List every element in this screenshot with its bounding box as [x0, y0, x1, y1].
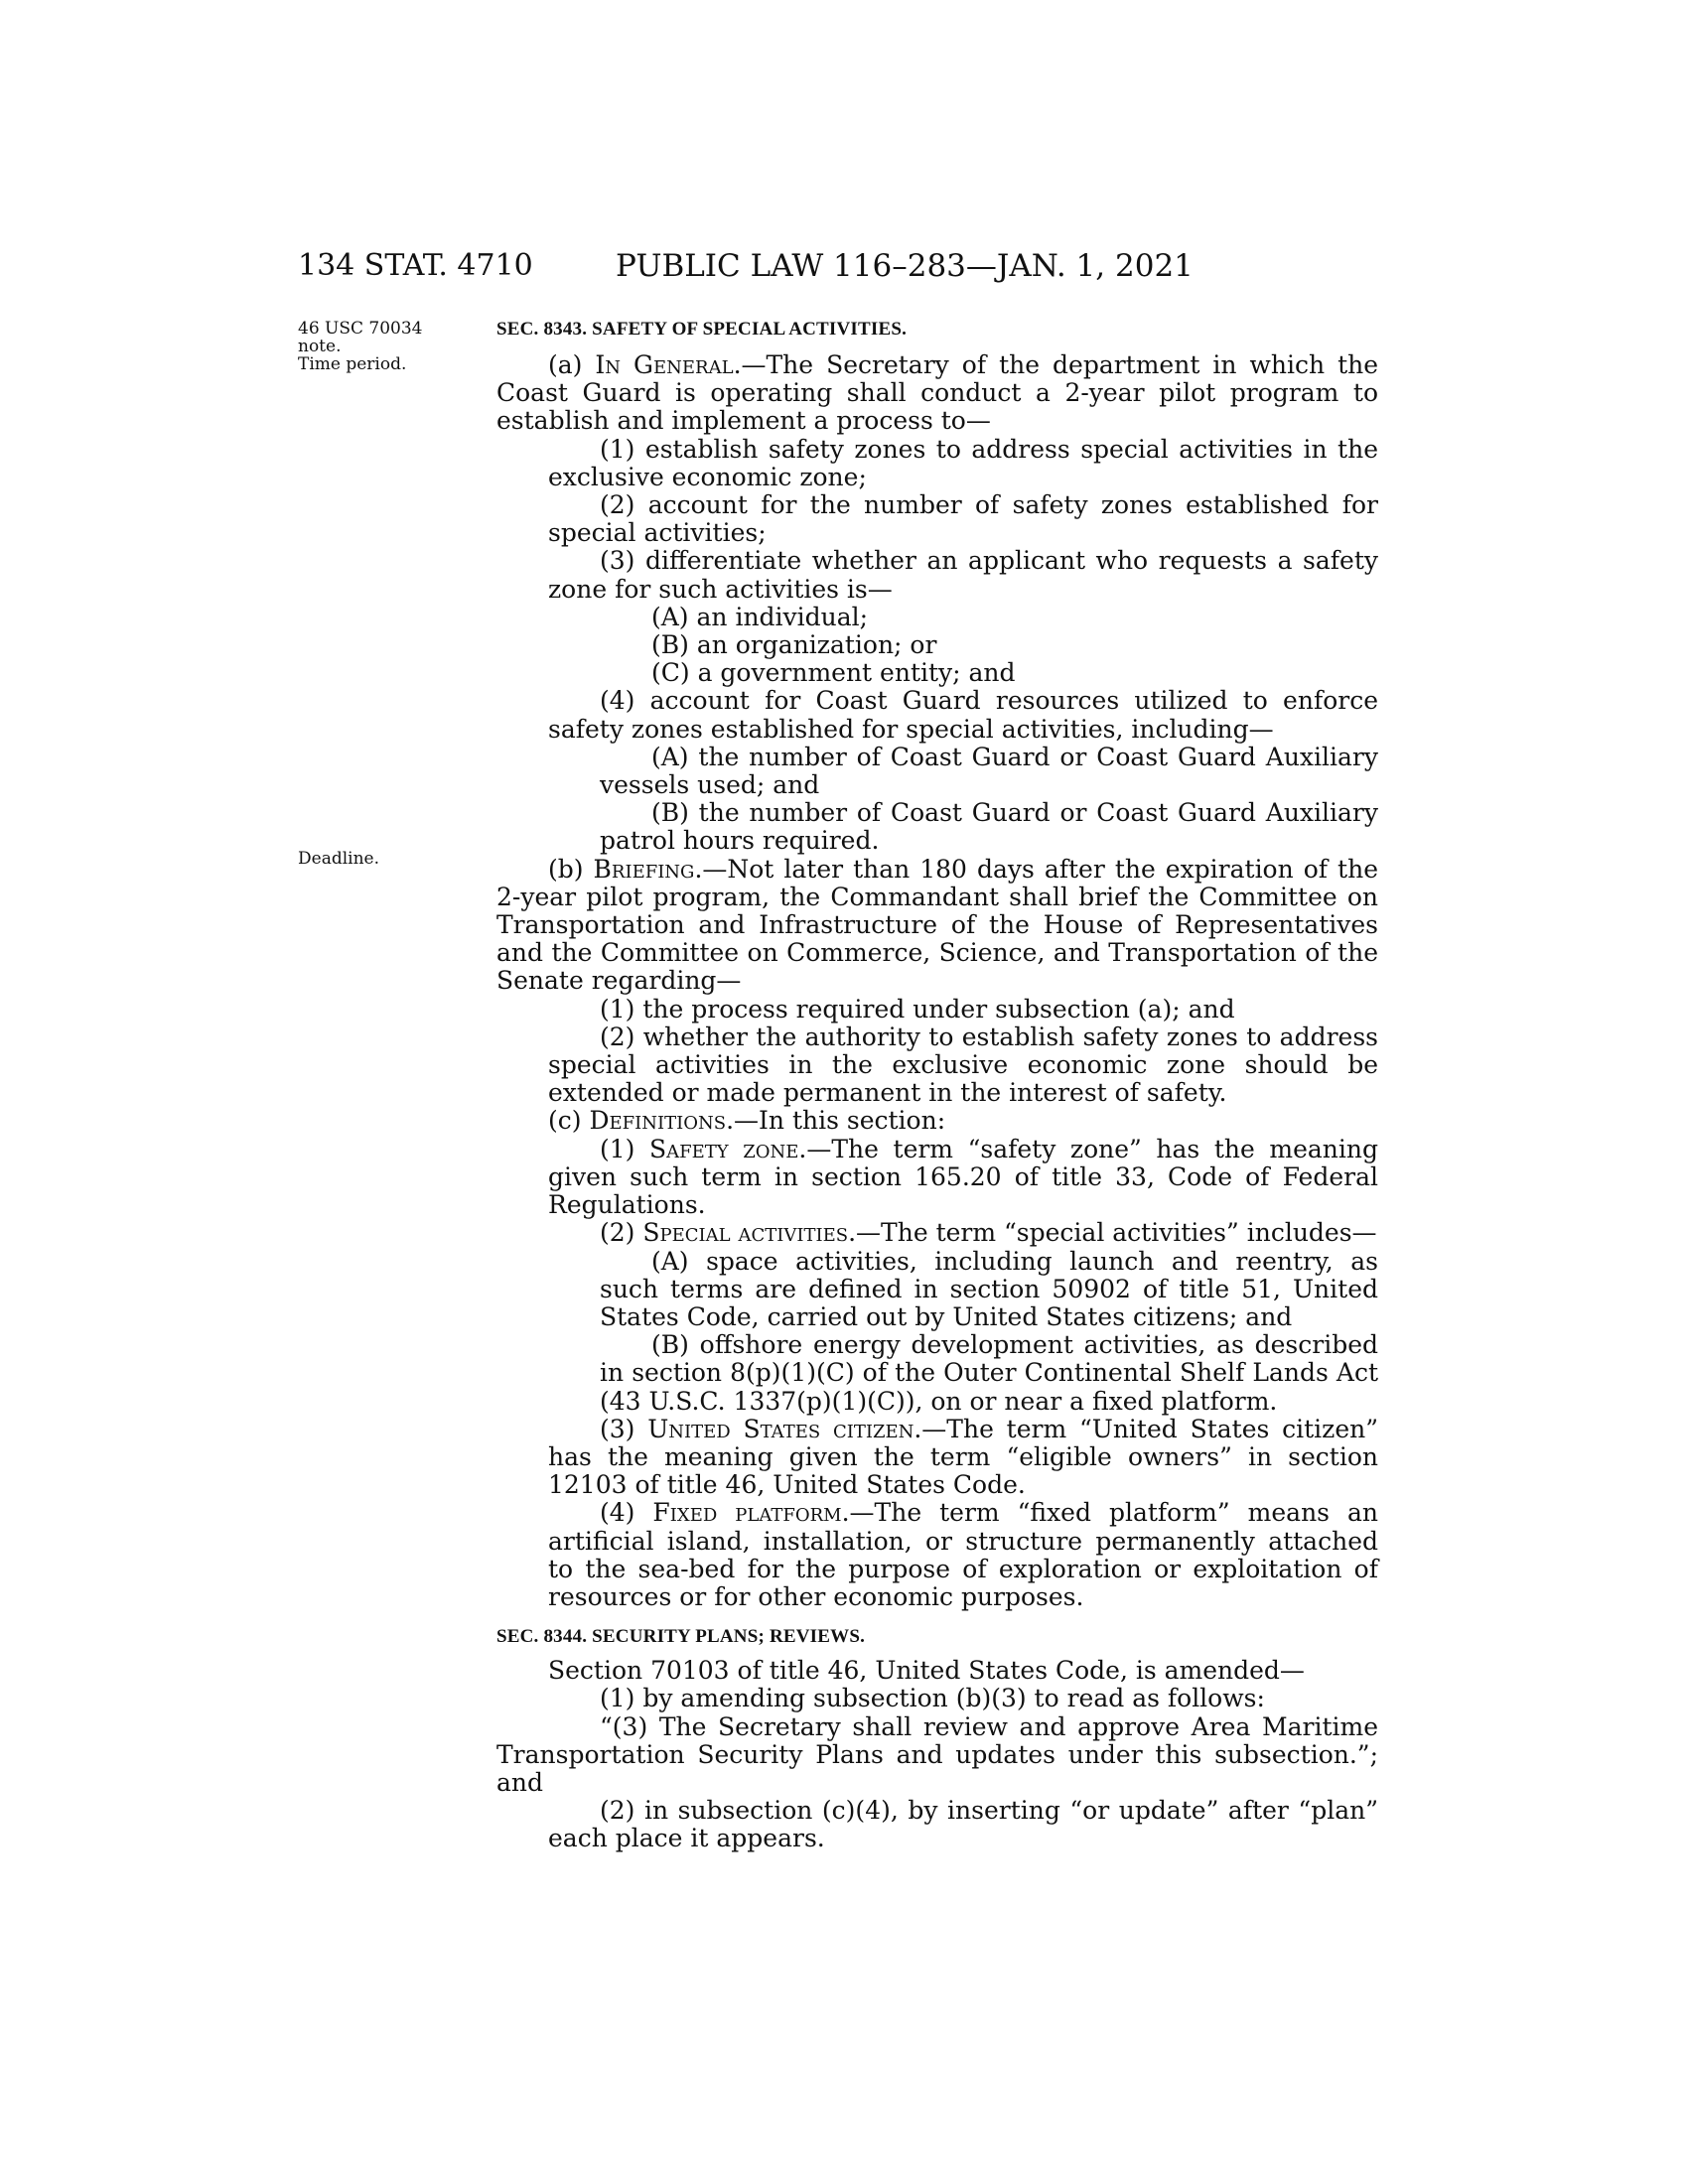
section-8344-paragraph-2: (2) in subsection (c)(4), by inserting “or update” after “plan” each place it appears.	[548, 1796, 1378, 1853]
paragraph-a4: (4) account for Coast Guard resources utilized to enforce safety zones established for special activities, including—	[548, 686, 1378, 744]
definition-4-label: (4)	[600, 1498, 653, 1528]
margin-note-note: note.	[298, 337, 342, 356]
subparagraph-a4B: (B) the number of Coast Guard or Coast Guard Auxiliary patrol hours required.	[600, 798, 1378, 856]
definition-3-heading: United States citizen	[647, 1414, 914, 1443]
subparagraph-a4A: (A) the number of Coast Guard or Coast Guard Auxiliary vessels used; and	[600, 742, 1378, 800]
subparagraph-a3B: (B) an organization; or	[651, 630, 937, 660]
subsection-c-text: .—In this section:	[726, 1106, 946, 1136]
section-8344-intro: Section 70103 of title 46, United States Code, is amended—	[548, 1656, 1305, 1686]
section-8344-heading: SEC. 8344. SECURITY PLANS; REVIEWS.	[496, 1626, 866, 1648]
paragraph-a3: (3) differentiate whether an applicant who requests a safety zone for such activities is—	[548, 546, 1378, 604]
definition-1-text: .—The term “safety zone” has the meaning given such term in section 165.20 of title 33, Code of Federal Regulations.	[548, 1134, 1378, 1220]
page-reference: 134 STAT. 4710	[298, 248, 533, 283]
subsection-a	[496, 351, 1378, 436]
definition-fixed-platform	[496, 1499, 1378, 1611]
document-body	[496, 318, 1378, 1853]
subsection-b	[496, 856, 1378, 996]
subsection-b-text: .—Not later than 180 days after the expiration of the 2-year pilot program, the Commandant shall brief the Committee on Transportation and Infrastructure of the House of Representatives and the Committee on Commerce, Science, and Transportation of the Senate regarding—	[496, 854, 1378, 996]
definition-2B: (B) offshore energy development activities, as described in section 8(p)(1)(C) of the Outer Continental Shelf Lands Act (43 U.S.C. 1337(p)(1)(C)), on or near a fixed platform.	[600, 1330, 1378, 1416]
subsection-b-heading: Briefing	[593, 854, 695, 884]
subsection-c	[496, 1107, 1378, 1135]
subsection-a-text: .—The Secretary of the department in which the Coast Guard is operating shall conduct a 2-year pilot program to establish and implement a process to—	[496, 350, 1379, 436]
subsection-a-heading: In General	[595, 350, 734, 379]
paragraph-b1: (1) the process required under subsection (a); and	[600, 994, 1235, 1024]
definition-4-text: .—The term “fixed platform” means an artificial island, installation, or structure permanently attached to the sea-bed for the purpose of exploration or exploitation of resources or for other economic purposes.	[548, 1498, 1379, 1611]
section-8343-heading: SEC. 8343. SAFETY OF SPECIAL ACTIVITIES.	[496, 319, 908, 340]
margin-note-deadline: Deadline.	[298, 849, 379, 869]
subparagraph-a3C: (C) a government entity; and	[651, 658, 1016, 688]
section-8344-quote: “(3) The Secretary shall review and approve Area Maritime Transportation Security Plans and updates under this subsection.”; and	[496, 1711, 1378, 1797]
definition-1-heading: Safety zone	[649, 1134, 799, 1163]
definition-special-activities	[496, 1219, 1378, 1247]
paragraph-a1: (1) establish safety zones to address special activities in the exclusive economic zone;	[548, 434, 1378, 491]
running-header	[0, 248, 1688, 288]
subsection-b-label: (b)	[548, 854, 594, 884]
definition-2-heading: Special activities	[642, 1218, 849, 1248]
section-8344-paragraph-1: (1) by amending subsection (b)(3) to read as follows:	[600, 1684, 1265, 1713]
definition-2A: (A) space activities, including launch and reentry, as such terms are defined in section 50902 of title 51, United States Code, carried out by United States citizens; and	[600, 1246, 1378, 1331]
definition-us-citizen	[496, 1416, 1378, 1500]
definition-2-label: (2)	[600, 1218, 643, 1248]
definition-1-label: (1)	[600, 1134, 650, 1163]
paragraph-a2: (2) account for the number of safety zones established for special activities;	[548, 490, 1378, 548]
paragraph-b2: (2) whether the authority to establish safety zones to address special activities in the exclusive economic zone should be extended or made permanent in the interest of safety.	[548, 1022, 1378, 1108]
definition-3-label: (3)	[600, 1414, 648, 1443]
definition-3-text: .—The term “United States citizen” has the meaning given the term “eligible owners” in section 12103 of title 46, United States Code.	[548, 1414, 1379, 1500]
subparagraph-a3A: (A) an individual;	[651, 602, 869, 631]
margin-note-usc: 46 USC 70034	[298, 319, 423, 339]
definition-2-text: .—The term “special activities” includes—	[848, 1218, 1377, 1248]
definition-safety-zone	[496, 1136, 1378, 1220]
subsection-c-heading: Definitions	[589, 1106, 727, 1136]
law-title: PUBLIC LAW 116–283—JAN. 1, 2021	[616, 248, 1194, 284]
subsection-c-label: (c)	[548, 1106, 590, 1136]
margin-note-time-period: Time period.	[298, 354, 407, 374]
subsection-a-label: (a)	[548, 350, 596, 379]
definition-4-heading: Fixed platform	[652, 1498, 842, 1528]
